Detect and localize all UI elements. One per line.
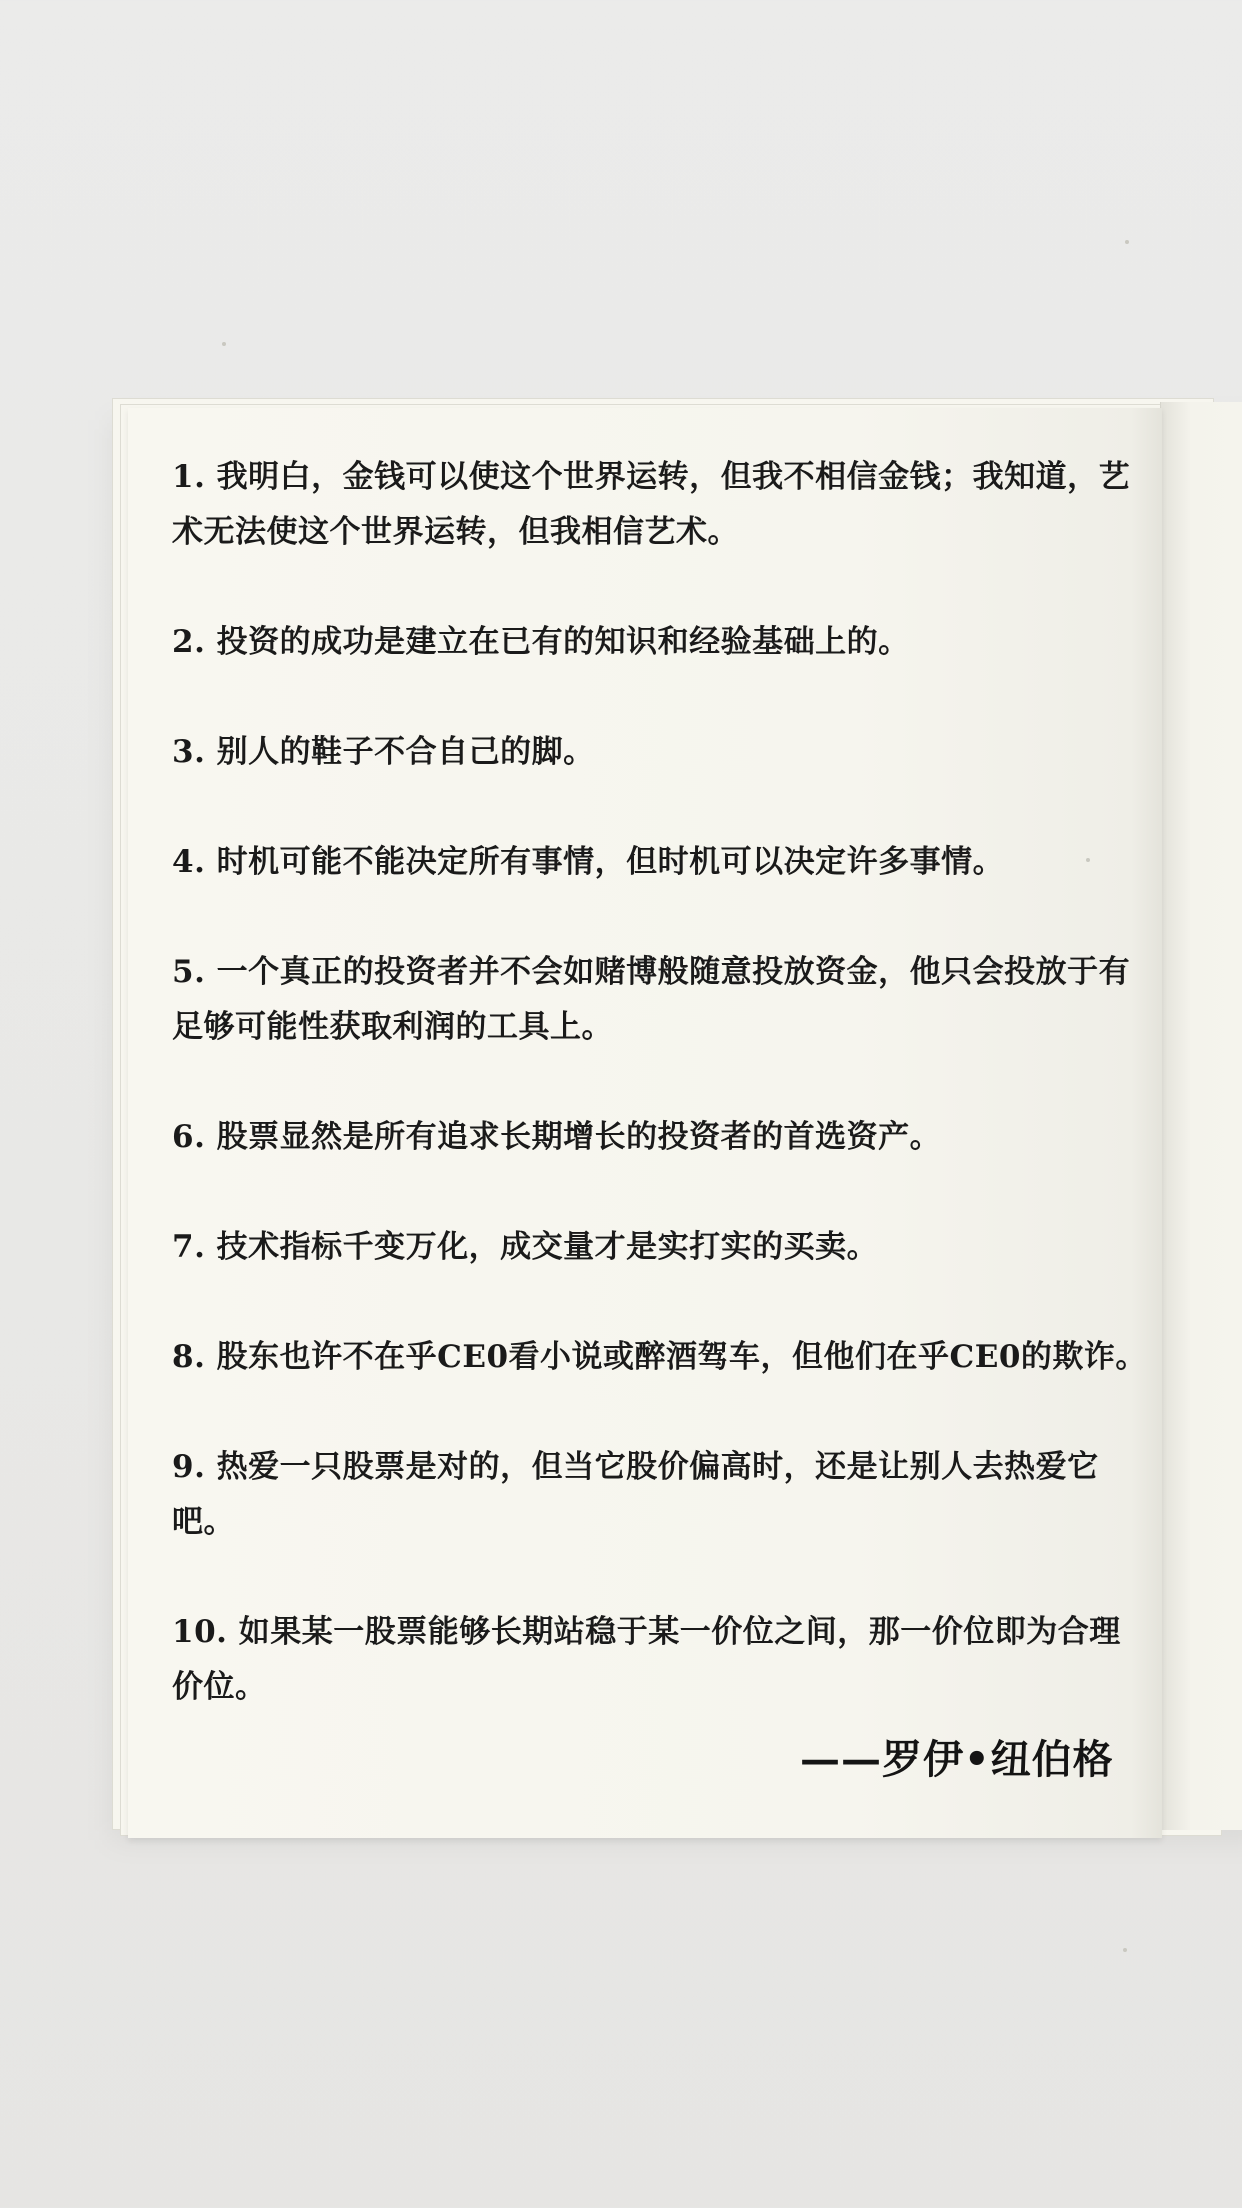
quote-item: 6. 股票显然是所有追求长期增长的投资者的首选资产。: [172, 1119, 942, 1155]
quote-item: 9. 热爱一只股票是对的，但当它股价偏高时，还是让别人去热爱它吧。: [172, 1449, 1099, 1540]
quote-list: [172, 450, 1152, 1770]
quote-item: 1. 我明白，金钱可以使这个世界运转，但我不相信金钱；我知道，艺术无法使这个世界运转，但我相信艺术。: [172, 459, 1131, 550]
paper-speck: [222, 342, 226, 346]
author-signature: ——罗伊•纽伯格: [800, 1736, 1114, 1783]
quote-item: 8. 股东也许不在乎CE0看小说或醉酒驾车，但他们在乎CE0的欺诈。: [172, 1339, 1147, 1375]
quote-item: 10. 如果某一股票能够长期站稳于某一价位之间，那一价位即为合理价位。: [172, 1614, 1121, 1705]
quote-item: 3. 别人的鞋子不合自己的脚。: [172, 734, 595, 770]
paper-speck: [1123, 1948, 1127, 1952]
quote-item: 7. 技术指标千变万化，成交量才是实打实的买卖。: [172, 1229, 879, 1265]
paper-speck: [1125, 240, 1129, 244]
right-page: [1160, 402, 1242, 1830]
quote-item: 2. 投资的成功是建立在已有的知识和经验基础上的。: [172, 624, 910, 660]
quote-item: 5. 一个真正的投资者并不会如赌博般随意投放资金，他只会投放于有足够可能性获取利润的工具上。: [172, 954, 1131, 1045]
quote-item: 4. 时机可能不能决定所有事情，但时机可以决定许多事情。: [172, 844, 1005, 880]
